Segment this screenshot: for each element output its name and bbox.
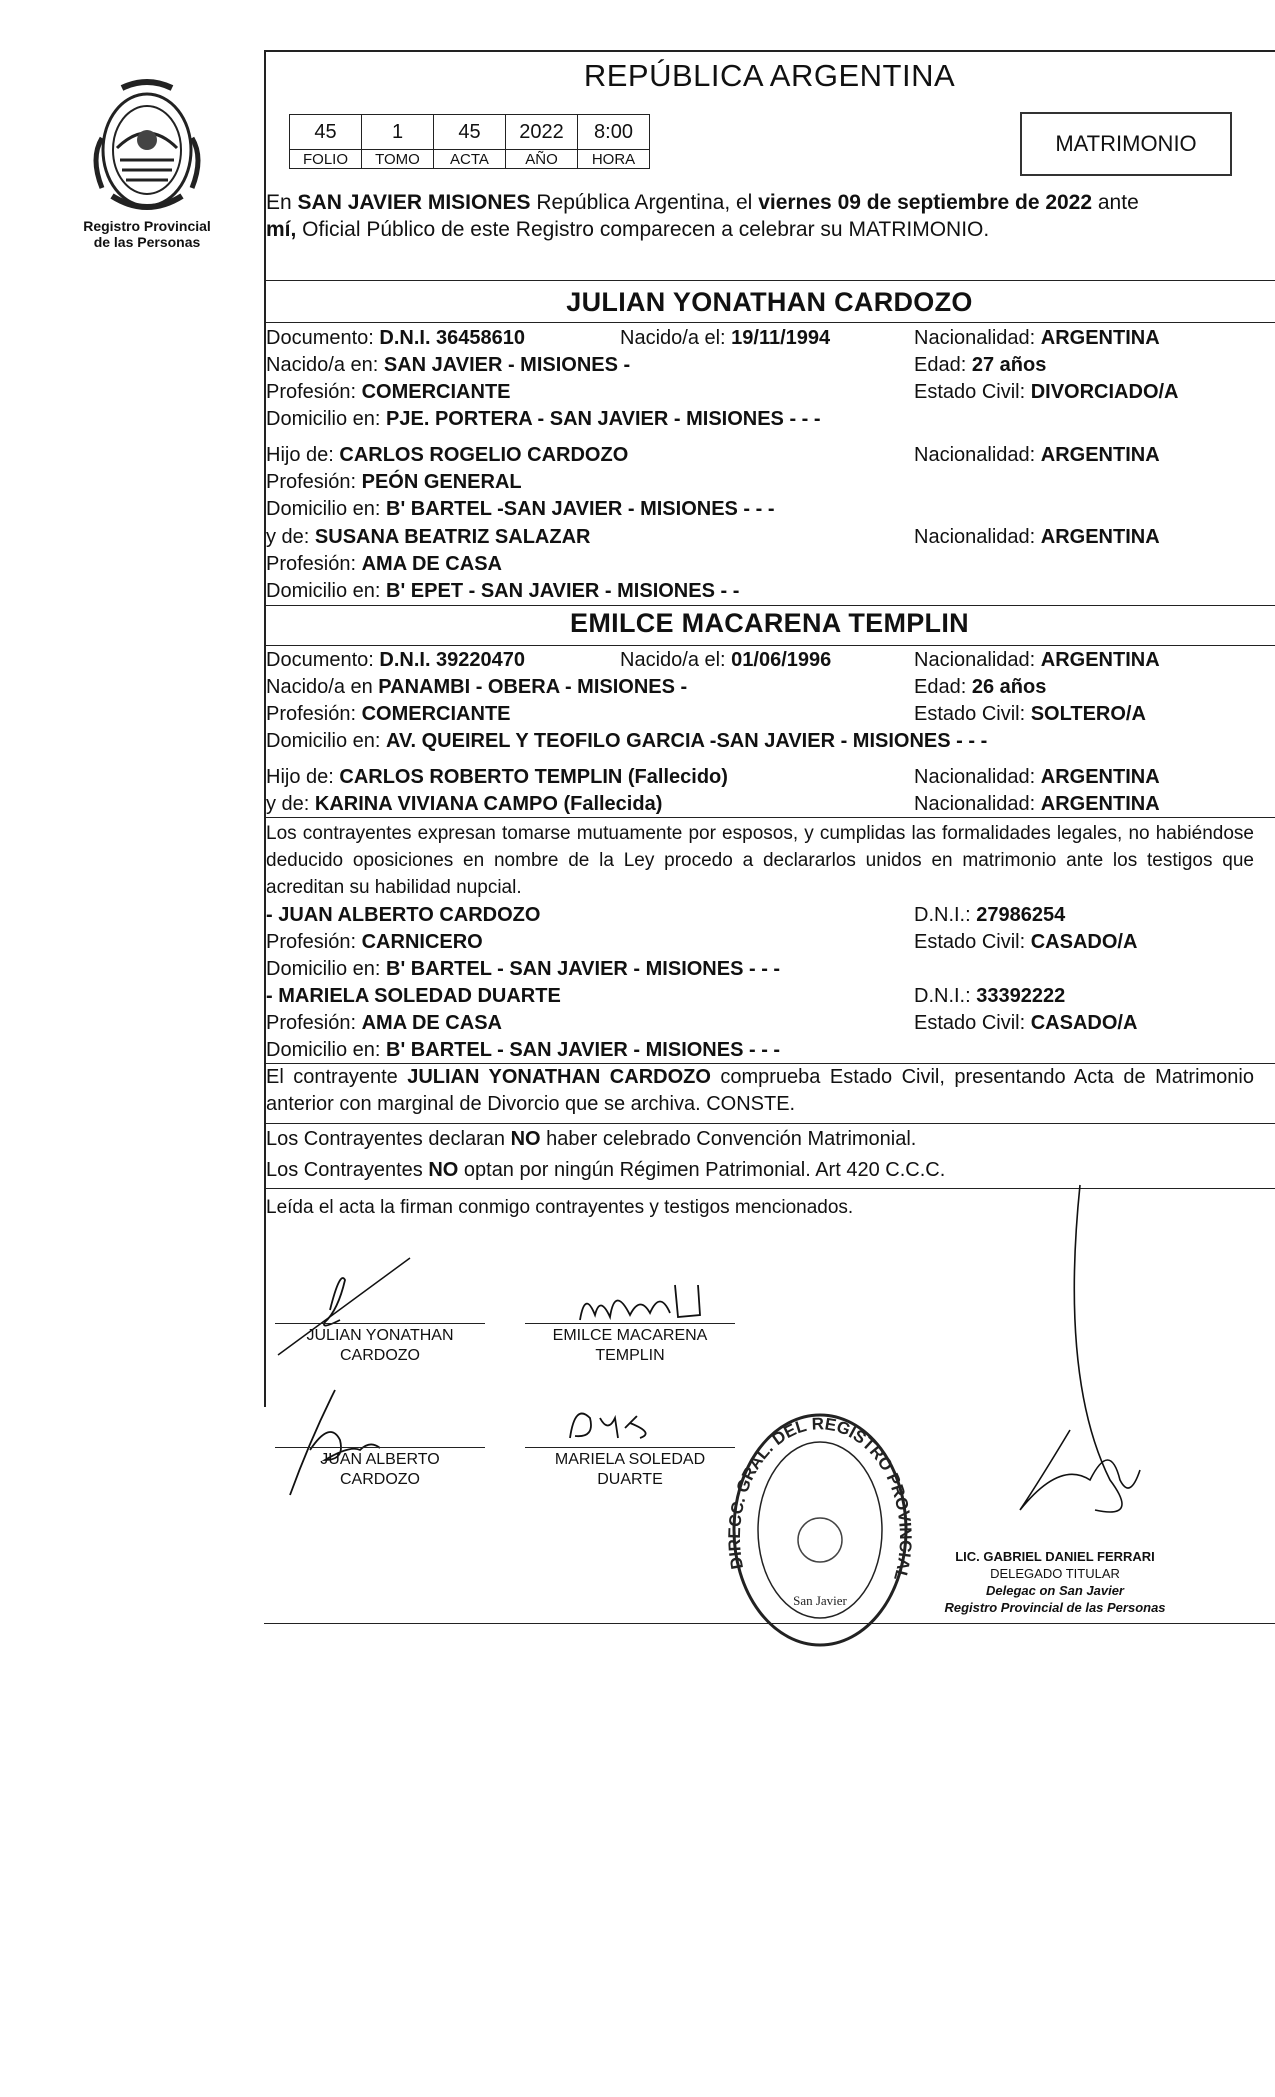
spouse1-profession: Profesión: COMERCIANTE [266,381,511,403]
spouse2-age: Edad: 26 años [914,676,1047,698]
folio-value: 45 [290,115,362,150]
spouse1-address: Domicilio en: PJE. PORTERA - SAN JAVIER - MISIONES - - - [266,408,821,430]
spouse2-born: Nacido/a el: 01/06/1996 [620,649,832,671]
divider [264,322,1275,323]
witness1-civil-status: Estado Civil: CASADO/A [914,931,1138,953]
official-name: LIC. GABRIEL DANIEL FERRARI [955,1549,1155,1564]
spouse1-mother-nationality: Nacionalidad: ARGENTINA [914,526,1160,548]
svg-text:San Javier: San Javier [793,1593,847,1608]
regime-text: Los Contrayentes NO optan por ningún Régimen Patrimonial. Art 420 C.C.C. [266,1159,946,1181]
witness1-profession: Profesión: CARNICERO [266,931,483,953]
spouse2-address: Domicilio en: AV. QUEIREL Y TEOFILO GARCIA -SAN JAVIER - MISIONES - - - [266,730,988,752]
intro-line2: mí, Oficial Público de este Registro comparecen a celebrar su MATRIMONIO. [266,218,990,241]
spouse2-civil-status: Estado Civil: SOLTERO/A [914,703,1146,725]
signature-caption-julian: JULIAN YONATHAN CARDOZO [306,1327,454,1364]
divider [264,605,1275,606]
official-title: DELEGADO TITULAR [990,1566,1120,1581]
svg-text:DIRECC. GRAL. DEL REGISTRO PRO: DIRECC. GRAL. DEL REGISTRO PROVINCIAL DE LAS PERSONAS [718,1390,916,1583]
country-title: REPÚBLICA ARGENTINA [583,58,956,93]
divider [264,645,1275,646]
spouse1-born: Nacido/a el: 19/11/1994 [620,327,831,349]
spouse1-mother: y de: SUSANA BEATRIZ SALAZAR [266,526,591,548]
registry-caption [72,218,222,250]
witness1-dni: D.N.I.: 27986254 [914,904,1066,926]
registry-caption-line2: de las Personas [93,234,201,250]
divider [264,817,1275,818]
spouse1-name-heading: JULIAN YONATHAN CARDOZO [566,287,973,317]
spouse1-age: Edad: 27 años [914,354,1047,376]
closing-text: Leída el acta la firman conmigo contrayentes y testigos mencionados. [266,1197,854,1218]
divider [264,1623,1275,1624]
hora-label: HORA [578,150,650,169]
spouse2-father-nationality: Nacionalidad: ARGENTINA [914,766,1160,788]
doc-type-box: MATRIMONIO [1020,112,1232,176]
spouse2-father: Hijo de: CARLOS ROBERTO TEMPLIN (Fallecido) [266,766,728,788]
official-office: Delegac on San Javier [985,1583,1124,1598]
divider [264,280,1275,281]
witness2-civil-status: Estado Civil: CASADO/A [914,1012,1138,1034]
witness2-address: Domicilio en: B' BARTEL - SAN JAVIER - MISIONES - - - [266,1039,781,1061]
signature-line [525,1447,735,1448]
signature-caption-juan: JUAN ALBERTO CARDOZO [320,1451,440,1488]
official-registry: Registro Provincial de las Personas [944,1600,1166,1615]
spouse1-document: Documento: D.N.I. 36458610 [266,327,526,349]
official-stamp [935,1548,1175,1616]
witness1-name: - JUAN ALBERTO CARDOZO [266,904,541,926]
spouse1-nationality: Nacionalidad: ARGENTINA [914,327,1160,349]
spouse2-profession: Profesión: COMERCIANTE [266,703,511,725]
tomo-label: TOMO [362,150,434,169]
signature-mariela [560,1398,690,1448]
spouse1-civil-status: Estado Civil: DIVORCIADO/A [914,381,1179,403]
folio-label: FOLIO [290,150,362,169]
coat-of-arms-icon [72,78,222,228]
spouse1-father-profession: Profesión: PEÓN GENERAL [266,471,522,493]
spouse1-birthplace: Nacido/a en: SAN JAVIER - MISIONES - [266,354,631,376]
registry-caption-line1: Registro Provincial [83,218,211,234]
official-seal [718,1390,916,1655]
spouse2-document: Documento: D.N.I. 39220470 [266,649,526,671]
spouse2-name-heading: EMILCE MACARENA TEMPLIN [570,608,969,638]
spouse2-nationality: Nacionalidad: ARGENTINA [914,649,1160,671]
hora-value: 8:00 [578,115,650,150]
ano-label: AÑO [506,150,578,169]
signature-line [525,1323,735,1324]
witness2-dni: D.N.I.: 33392222 [914,985,1066,1007]
intro-line1: En SAN JAVIER MISIONES República Argentina, el viernes 09 de septiembre de 2022 ante [266,191,1139,214]
witness2-name: - MARIELA SOLEDAD DUARTE [266,985,561,1007]
ano-value: 2022 [506,115,578,150]
spouse2-mother-nationality: Nacionalidad: ARGENTINA [914,793,1160,815]
acta-value: 45 [434,115,506,150]
tomo-value: 1 [362,115,434,150]
spouse2-birthplace: Nacido/a en PANAMBI - OBERA - MISIONES - [266,676,688,698]
witness2-profession: Profesión: AMA DE CASA [266,1012,502,1034]
divider [264,1123,1275,1124]
reference-table [289,114,650,169]
spouse1-mother-profession: Profesión: AMA DE CASA [266,553,502,575]
signature-caption-emilce: EMILCE MACARENA TEMPLIN [552,1327,708,1364]
spouse2-mother: y de: KARINA VIVIANA CAMPO (Fallecida) [266,793,663,815]
witness1-address: Domicilio en: B' BARTEL - SAN JAVIER - MISIONES - - - [266,958,781,980]
spouse1-father: Hijo de: CARLOS ROGELIO CARDOZO [266,444,629,466]
declaration-text: Los contrayentes expresan tomarse mutuamente por esposos, y cumplidas las formalidades legales, no habiéndose deducido oposiciones en nombre de la Ley procedo a declararlos unidos en matrimonio ante los testigos que acreditan su habilidad nupcial. [266,823,1254,898]
convention-text: Los Contrayentes declaran NO haber celebrado Convención Matrimonial. [266,1128,917,1150]
signature-official [1000,1180,1170,1560]
signature-line [275,1447,485,1448]
spouse1-father-address: Domicilio en: B' BARTEL -SAN JAVIER - MISIONES - - - [266,498,775,520]
signature-caption-mariela: MARIELA SOLEDAD DUARTE [554,1451,706,1488]
civil-status-note: El contrayente JULIAN YONATHAN CARDOZO comprueba Estado Civil, presentando Acta de Matrimonio anterior con marginal de Divorcio que se archiva. CONSTE. [266,1066,1254,1115]
spouse1-father-nationality: Nacionalidad: ARGENTINA [914,444,1160,466]
spouse1-mother-address: Domicilio en: B' EPET - SAN JAVIER - MISIONES - - [266,580,740,602]
signature-line [275,1323,485,1324]
acta-label: ACTA [434,150,506,169]
